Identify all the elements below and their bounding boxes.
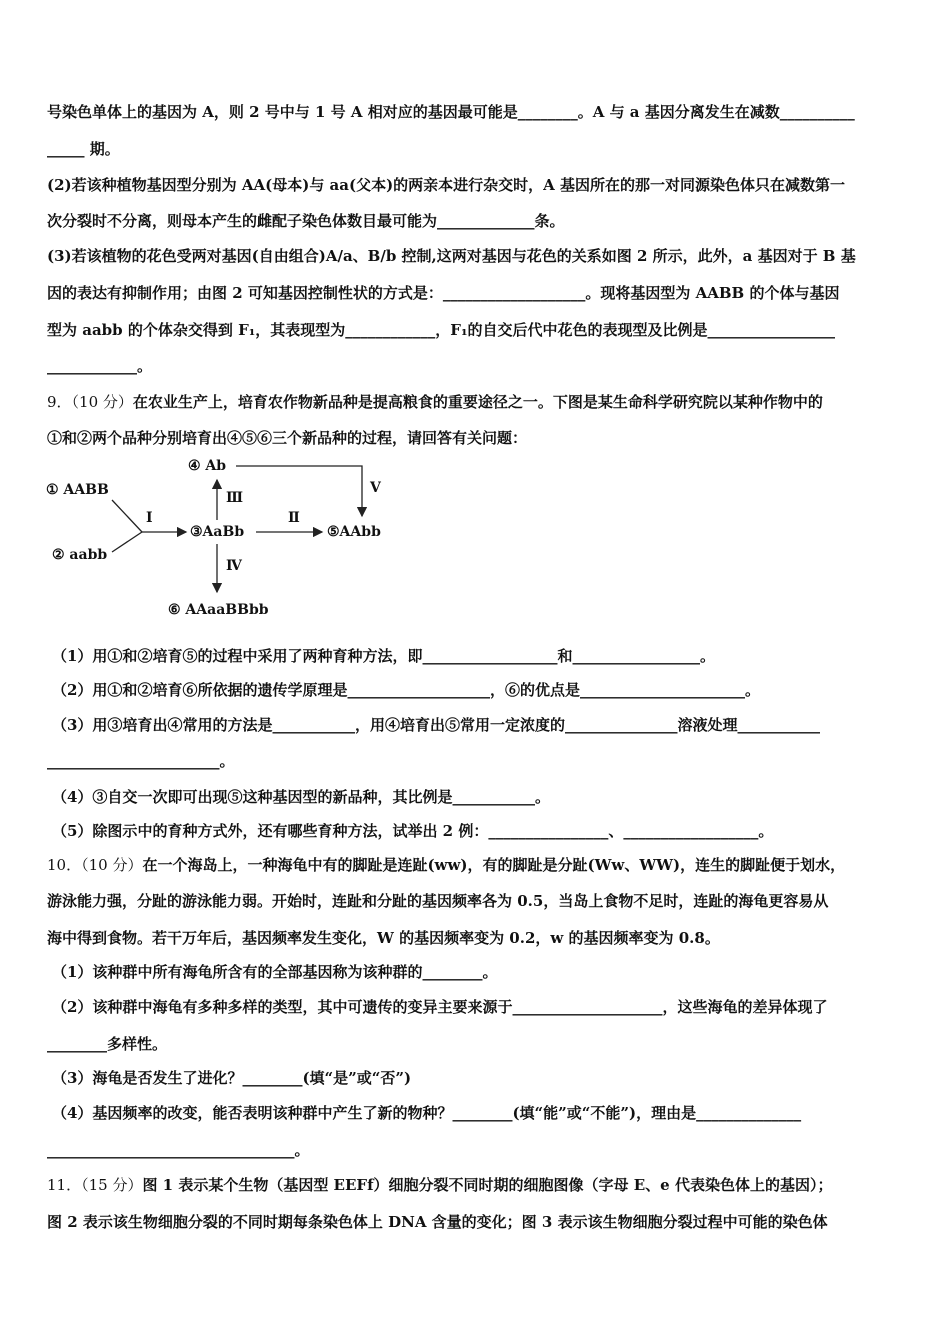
node-2-aabb: ② aabb [52,547,108,563]
q11-line-1 [47,1175,907,1195]
arrow-V [236,466,362,516]
q10-answer-4-line-1: （4）基因频率的改变，能否表明该种群中产生了新的物种？________(填“能”或“不能”)，理由是______________ [52,1104,802,1122]
q10-text-1: 在一个海岛上，一种海龟中有的脚趾是连趾(ww)，有的脚趾是分趾(Ww、WW)，连生的脚趾便于划水， [142,856,846,874]
q9-answer-3-line-2: _______________________。 [47,752,235,770]
arrow-line-2-merge [112,532,142,552]
q11-line-2: 图 2 表示该生物细胞分裂的不同时期每条染色体上 DNA 含量的变化；图 3 表示该生物细胞分裂过程中可能的染色体 [47,1213,828,1231]
step-III-label: Ⅲ [226,490,244,506]
q10-line-3: 海中得到食物。若干万年后，基因频率发生变化，W 的基因频率变为 0.2，w 的基因频率变为 0.8。 [47,929,720,947]
q8-line-1: 号染色单体上的基因为 A，则 2 号中与 1 号 A 相对应的基因最可能是________。A 与 a 基因分离发生在减数__________ [47,103,855,121]
q8-part3-line-1: (3)若该植物的花色受两对基因(自由组合)A/a、B/b 控制,这两对基因与花色的关系如图 2 所示，此外，a 基因对于 B 基 [47,247,856,265]
q9-answer-1: （1）用①和②培育⑤的过程中采用了两种育种方法，即__________________和_________________。 [52,647,715,665]
q10-answer-2-line-2: ________多样性。 [47,1035,168,1053]
q8-part3-line-3: 型为 aabb 的个体杂交得到 F₁，其表现型为____________，F₁的自交后代中花色的表现型及比例是_________________ [47,321,836,339]
step-I-label: Ⅰ [146,510,153,526]
q8-line-2: _____ 期。 [47,140,120,158]
q10-number: 10．（10 分） [47,856,143,874]
q10-answer-2-line-1: （2）该种群中海龟有多种多样的类型，其中可遗传的变异主要来源于____________________，这些海龟的差异体现了 [52,998,828,1016]
q9-number: 9．（10 分） [47,393,133,411]
q8-part3-line-4: ____________。 [47,357,153,375]
q10-answer-3: （3）海龟是否发生了进化？________(填“是”或“否”) [52,1069,412,1087]
step-V-label: Ⅴ [370,480,381,496]
node-6-AAaaBBbb: ⑥ AAaaBBbb [168,602,269,618]
q9-line-2: ①和②两个品种分别培育出④⑤⑥三个新品种的过程，请回答有关问题： [47,429,528,447]
q10-line-1 [47,855,907,875]
q11-number: 11．（15 分） [47,1176,143,1194]
q10-answer-4-line-2: _________________________________。 [47,1141,310,1159]
q11-text-1: 图 1 表示某个生物（基因型 EEFf）细胞分裂不同时期的细胞图像（字母 E、e 代表染色体上的基因）； [142,1176,833,1194]
q10-answer-1: （1）该种群中所有海龟所含有的全部基因称为该种群的________。 [52,963,498,981]
q9-line-1 [47,392,907,412]
q9-answer-4: （4）③自交一次即可出现⑤这种基因型的新品种，其比例是___________。 [52,788,550,806]
arrow-line-1-merge [112,500,142,532]
breeding-diagram [40,452,440,627]
q9-answer-3-line-1: （3）用③培育出④常用的方法是___________，用④培育出⑤常用一定浓度的_______________溶液处理___________ [52,716,820,734]
q8-part3-line-2: 因的表达有抑制作用；由图 2 可知基因控制性状的方式是：___________________。现将基因型为 AABB 的个体与基因 [47,284,840,302]
step-II-label: Ⅱ [288,510,300,526]
q10-line-2: 游泳能力强，分趾的游泳能力弱。开始时，连趾和分趾的基因频率各为 0.5，当岛上食物不足时，连趾的海龟更容易从 [47,892,829,910]
q9-answer-5: （5）除图示中的育种方式外，还有哪些育种方法，试举出 2 例：________________、__________________。 [52,822,774,840]
node-4-Ab: ④ Ab [188,458,227,474]
q9-answer-2: （2）用①和②培育⑥所依据的遗传学原理是___________________，⑥的优点是______________________。 [52,681,760,699]
q9-text-1: 在农业生产上，培育农作物新品种是提高粮食的重要途径之一。下图是某生命科学研究院以某种作物中的 [132,393,823,411]
q8-part2-line-2: 次分裂时不分离，则母本产生的雌配子染色体数目最可能为_____________条。 [47,212,565,230]
node-1-AABB: ① AABB [46,482,109,498]
q8-part2-line-1: (2)若该种植物基因型分别为 AA(母本)与 aa(父本)的两亲本进行杂交时，A 基因所在的那一对同源染色体只在减数第一 [47,176,846,194]
node-5-AAbb: ⑤AAbb [327,524,381,540]
node-3-AaBb: ③AaBb [190,524,245,540]
step-IV-label: Ⅳ [226,558,242,574]
